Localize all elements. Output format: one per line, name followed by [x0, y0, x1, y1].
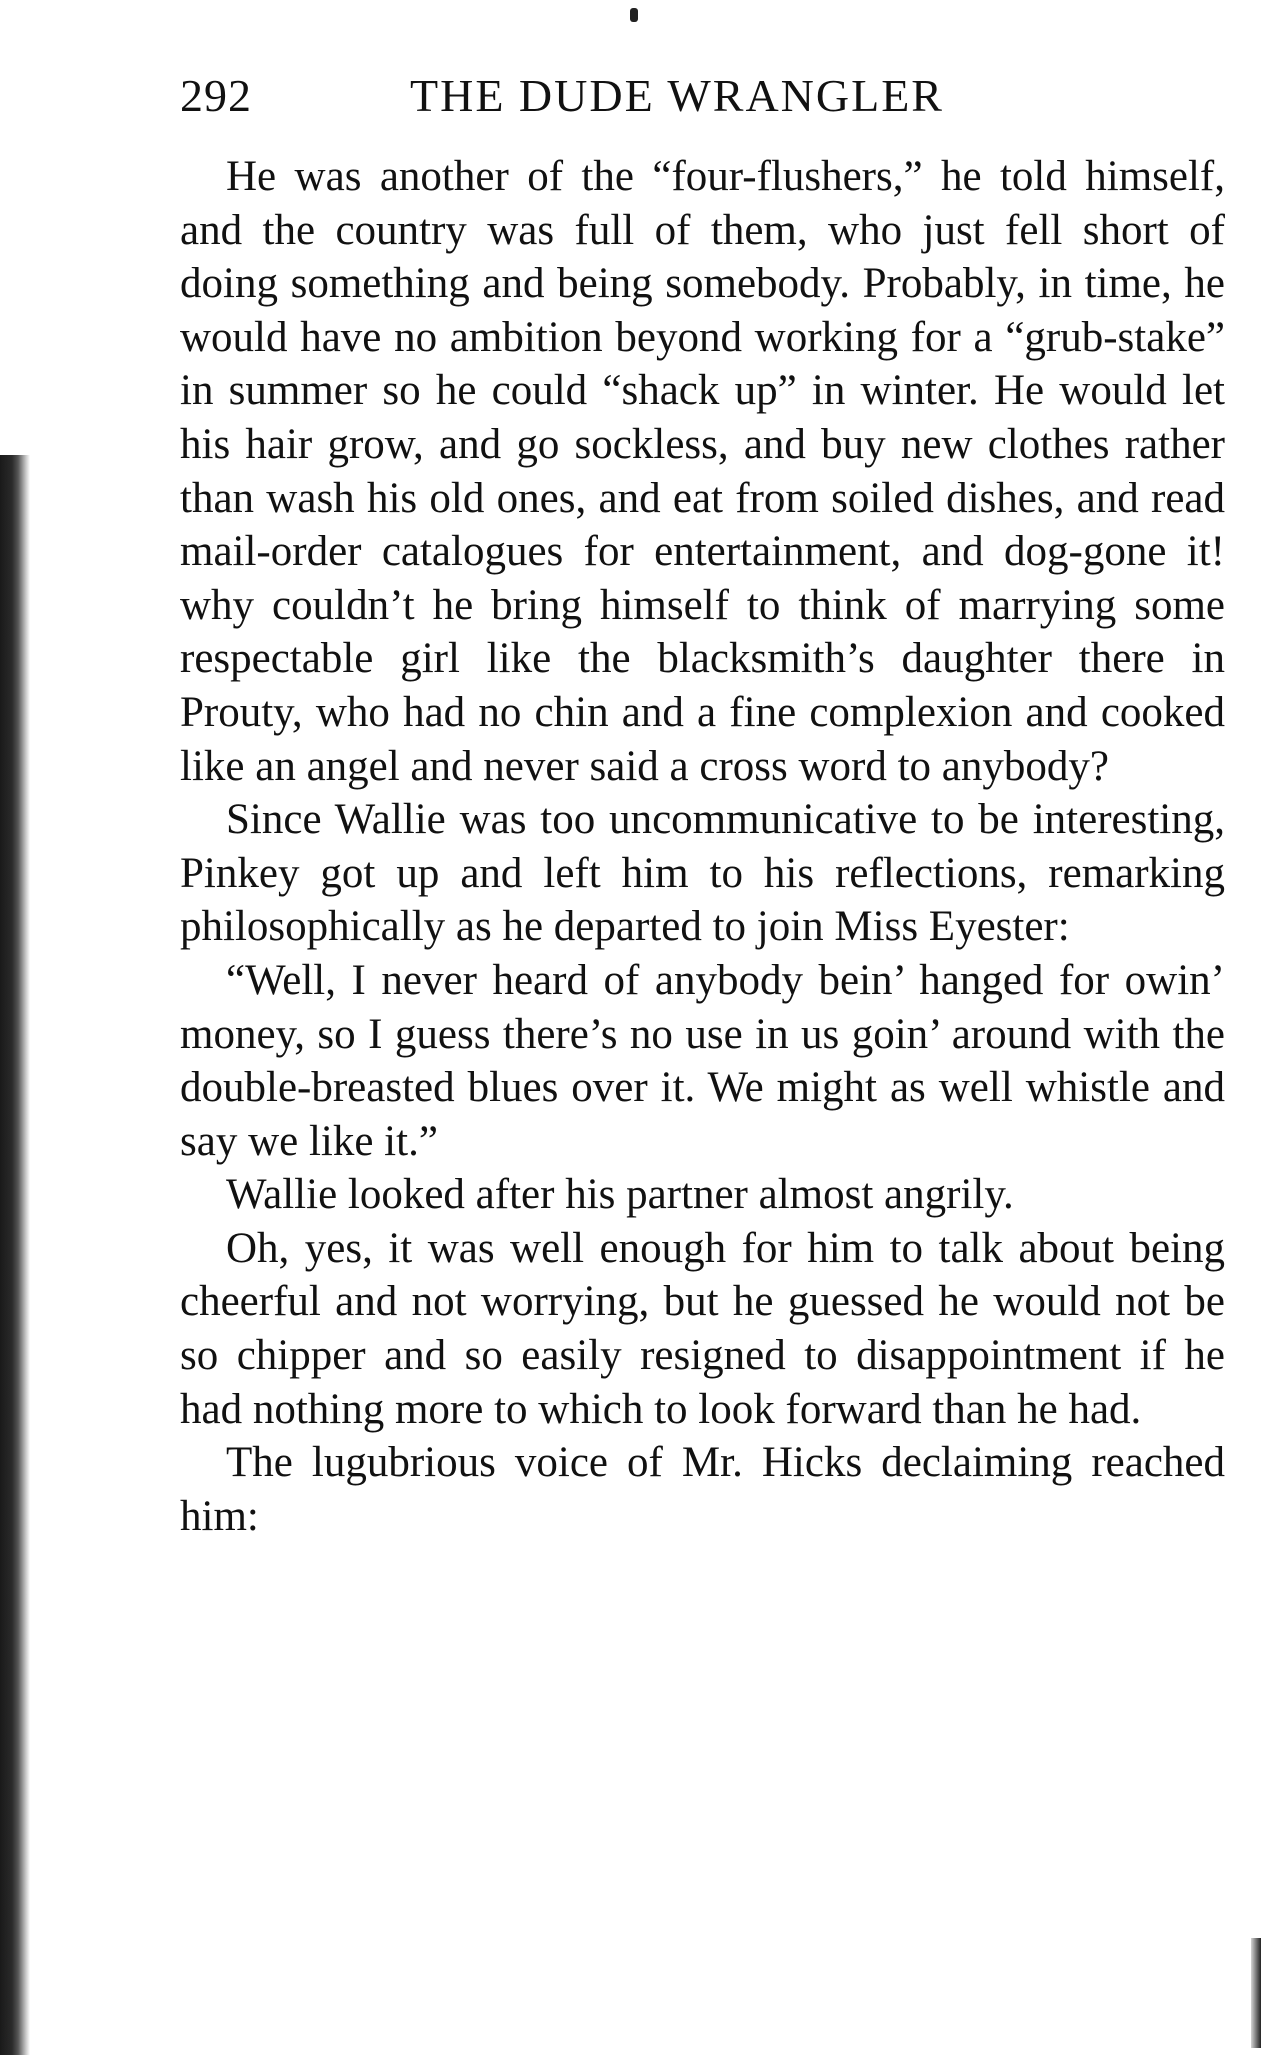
page-number: 292: [180, 70, 252, 121]
running-header: [180, 66, 1225, 126]
paragraph: “Well, I never heard of anybody bein’ hanged for owin’ money, so I guess there’s no use in us goin’ around with the double-breasted blues over it. We might as well whistle and say we like it.”: [180, 956, 1225, 1165]
ink-speck: [630, 8, 638, 22]
paragraph: He was another of the “four-flushers,” he told himself, and the country was full of them, who just fell short of doing something and being somebody. Probably, in time, he would have no ambition beyond working for a “grub-stake” in summer so he could “shack up” in winter. He would let his hair grow, and go sockless, and buy new clothes rather than wash his old ones, and eat from soiled dishes, and read mail-order catalogues for entertainment, and dog-gone it! why couldn’t he bring himself to think of marrying some respectable girl like the blacksmith’s daughter there in Prouty, who had no chin and a fine complexion and cooked like an angel and never said a cross word to anybody?: [180, 153, 1225, 790]
paragraph: Since Wallie was too uncommunicative to be interesting, Pinkey got up and left him to his reflections, remarking philosophically as he departed to join Miss Eyester:: [180, 796, 1225, 951]
paragraph: The lugubrious voice of Mr. Hicks declaiming reached him:: [180, 1439, 1225, 1540]
paragraph: Oh, yes, it was well enough for him to talk about being cheerful and not worrying, but he guessed he would not be so chipper and so easily resigned to disappointment if he had nothing more to which to look forward than he had.: [180, 1224, 1225, 1433]
paragraph: Wallie looked after his partner almost angrily.: [226, 1171, 1014, 1219]
edge-shadow: [1251, 1938, 1261, 2048]
binding-shadow: [0, 455, 30, 2055]
running-title: THE DUDE WRANGLER: [410, 70, 944, 121]
body-text: [180, 150, 1225, 1543]
